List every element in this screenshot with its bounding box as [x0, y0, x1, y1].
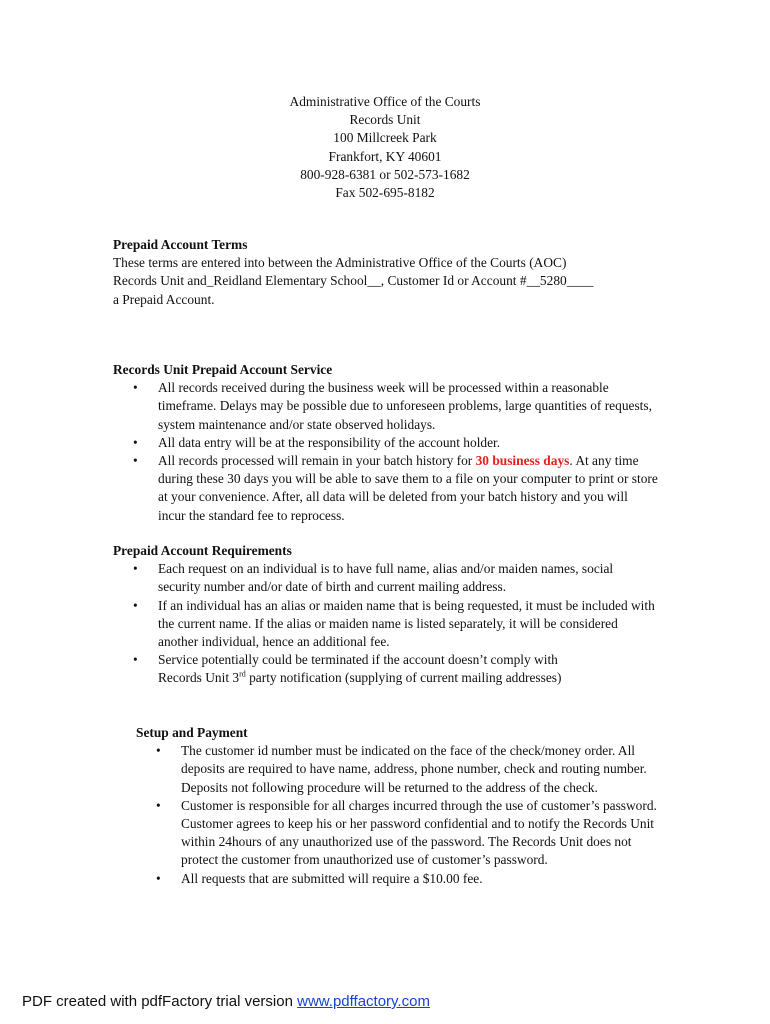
requirements-title: Prepaid Account Requirements [113, 543, 292, 558]
header-line-city: Frankfort, KY 40601 [328, 148, 442, 164]
termination-line-1: Service potentially could be terminated if the account doesn’t comply with [158, 652, 558, 668]
service-item-data-entry: • All data entry will be at the responsibility of the account holder. [113, 434, 658, 452]
batch-text-before: All records processed will remain in your batch history for [158, 453, 476, 469]
batch-text-after: . At any time during these 30 days you will be able to save them to a file on your computer to print or store at your convenience. After, all data will be deleted from your batch history and you will incur the standard fee to reprocess. [158, 453, 658, 523]
prepaid-terms-section [113, 236, 658, 309]
requirements-section [113, 542, 658, 688]
setup-item-customer-id: • The customer id number must be indicated on the face of the check/money order. All deposits are required to have name, address, phone number, check and routing number. Deposits not following procedure will be returned to the address of the check. [136, 742, 658, 797]
setup-list [136, 742, 658, 888]
terms-line-2: Records Unit and_Reidland Elementary School__, Customer Id or Account #__5280____ [113, 273, 594, 289]
service-list [113, 379, 658, 525]
header-line-office: Administrative Office of the Courts [289, 94, 481, 109]
service-section [113, 361, 658, 525]
terms-line-3: a Prepaid Account. [113, 291, 215, 307]
ordinal-suffix: rd [239, 669, 246, 679]
terms-line-1: These terms are entered into between the Administrative Office of the Courts (AOC) [113, 255, 567, 271]
termination-line-2a: Records Unit 3 [158, 670, 240, 686]
pdf-footer [22, 993, 430, 1011]
requirement-item-request: • Each request on an individual is to have full name, alias and/or maiden names, social security number and/or date of birth and current mailing address. [113, 560, 658, 596]
business-days-highlight: 30 business days [475, 453, 570, 469]
setup-title: Setup and Payment [136, 725, 248, 740]
header-line-street: 100 Millcreek Park [333, 130, 437, 146]
pdffactory-link[interactable]: www.pdffactory.com [297, 993, 430, 1010]
header-line-unit: Records Unit [349, 112, 421, 128]
setup-item-password: • Customer is responsible for all charges incurred through the use of customer’s password. Customer agrees to keep his or her password confidential and to notify the Records Unit within 24hours of any unauthorized use of the password. The Records Unit does not protect the customer from unauthorized use of customer’s password. [136, 797, 658, 870]
header-line-phone: 800-928-6381 or 502-573-1682 [300, 166, 470, 182]
setup-item-fee: • All requests that are submitted will require a $10.00 fee. [136, 870, 658, 888]
service-item-batch-history [113, 452, 658, 525]
termination-line-2b: party notification (supplying of current mailing addresses) [245, 670, 562, 686]
requirement-item-termination [113, 651, 658, 687]
letterhead [0, 93, 770, 202]
requirement-item-alias: • If an individual has an alias or maiden name that is being requested, it must be included with the current name. If the alias or maiden name is listed separately, it will be considered another individual, hence an additional fee. [113, 597, 658, 652]
footer-text: PDF created with pdfFactory trial version [22, 993, 298, 1010]
setup-payment-section [136, 724, 658, 888]
service-item-processing: • All records received during the business week will be processed within a reasonable timeframe. Delays may be possible due to unforeseen problems, large quantities of requests, system maintenance and/or state observed holidays. [113, 379, 658, 434]
requirements-list [113, 560, 658, 687]
terms-title: Prepaid Account Terms [113, 237, 248, 252]
service-title: Records Unit Prepaid Account Service [113, 362, 333, 377]
header-line-fax: Fax 502-695-8182 [335, 184, 435, 200]
